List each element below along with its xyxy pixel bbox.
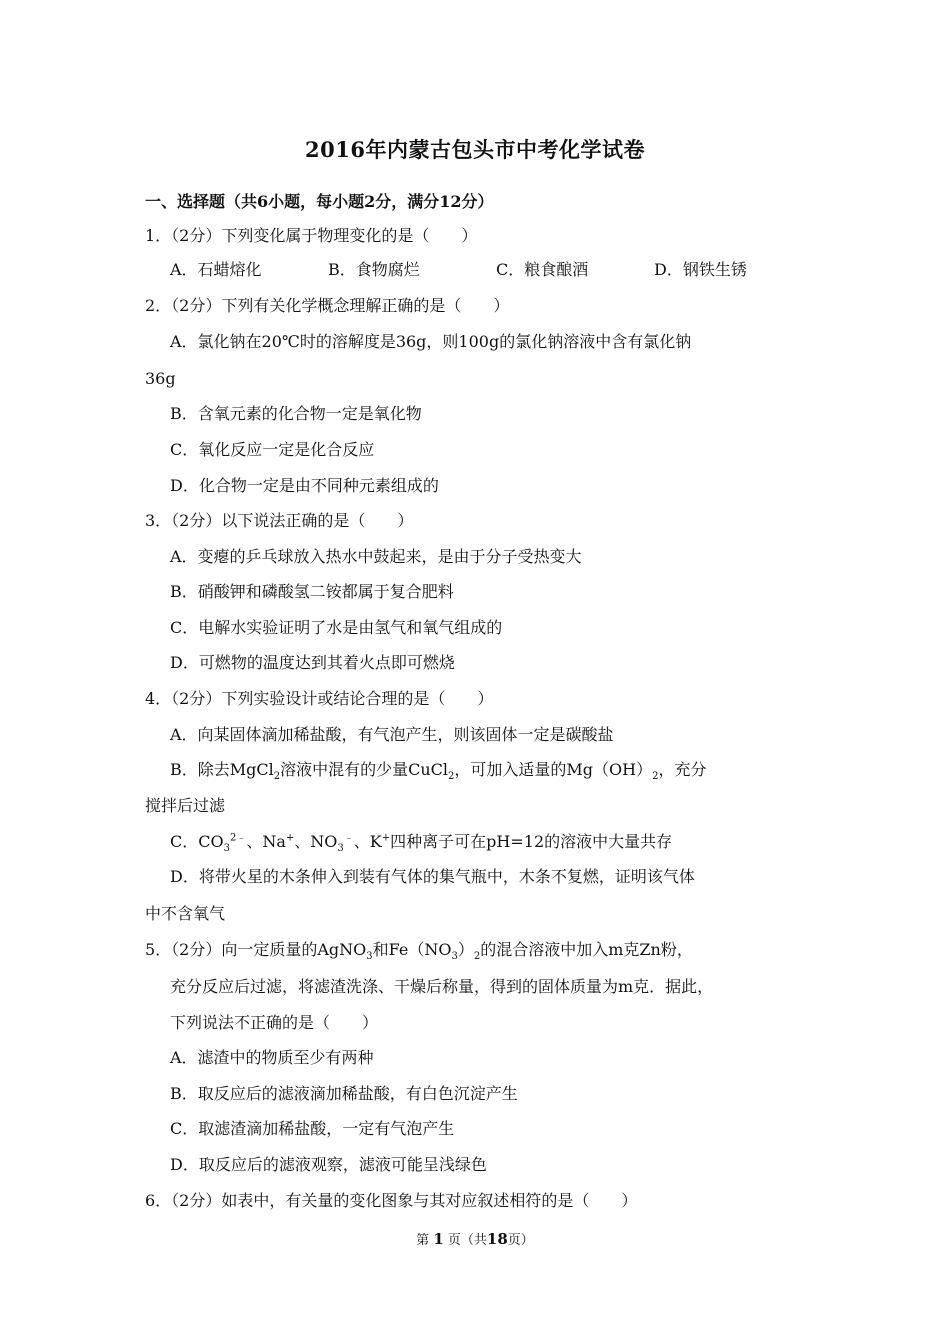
question-1-options [170,260,747,280]
question-2-option-a: A．氯化钠在20℃时的溶解度是36g，则100g的氯化钠溶液中含有氯化钠 [170,332,692,351]
question-1-option-b: B．食物腐烂 [328,260,420,279]
question-2-stem: 2．（2分）下列有关化学概念理解正确的是（ ） [145,296,510,315]
q5-stem-text-4: 的混合溶液中加入m克Zn粉， [480,940,693,959]
question-4-stem: 4．（2分）下列实验设计或结论合理的是（ ） [145,689,494,708]
question-5-option-a: A．滤渣中的物质至少有两种 [170,1048,374,1067]
q4-c-text-4: 、K [353,832,382,851]
q4-b-sub-3: 2 [652,771,659,783]
question-4-option-d-continued: 中不含氧气 [145,904,226,923]
question-3-option-c: C．电解水实验证明了水是由氢气和氧气组成的 [170,618,503,637]
q4-c-text-1: C．CO [170,832,224,851]
question-3-option-b: B．硝酸钾和磷酸氢二铵都属于复合肥料 [170,582,454,601]
section-heading: 一、选择题（共6小题，每小题2分，满分12分） [145,192,494,211]
question-5-option-c: C．取滤渣滴加稀盐酸，一定有气泡产生 [170,1119,455,1138]
question-4-option-d: D．将带火星的木条伸入到装有气体的集气瓶中，木条不复燃，证明该气体 [170,867,695,886]
question-2-option-b: B．含氧元素的化合物一定是氧化物 [170,404,422,423]
question-1-stem: 1．（2分）下列变化属于物理变化的是（ ） [145,226,478,245]
q4-b-sub-2: 2 [448,771,455,783]
footer-total-pages: 18 [486,1230,508,1248]
footer-prefix: 第 [416,1233,430,1248]
footer-suffix: 页） [507,1233,534,1248]
question-6-stem: 6．（2分）如表中，有关量的变化图象与其对应叙述相符的是（ ） [145,1191,638,1210]
question-4-option-c [170,832,673,855]
question-1-option-a: A．石蜡熔化 [170,260,262,279]
q4-b-text-3: ，可加入适量的Mg（OH） [454,760,653,779]
question-1-option-d: D．钢铁生锈 [654,260,747,279]
question-3-stem: 3．（2分）以下说法正确的是（ ） [145,511,414,530]
question-4-option-a: A．向某固体滴加稀盐酸，有气泡产生，则该固体一定是碳酸盐 [170,725,614,744]
page-title: 2016年内蒙古包头市中考化学试卷 [305,137,645,162]
page-footer [0,1229,950,1248]
question-2-option-d: D．化合物一定是由不同种元素组成的 [170,476,439,495]
question-1-option-c: C．粮食酿酒 [496,260,589,279]
q4-c-sup-3: ﹣ [343,832,354,844]
q4-c-sup-4: + [381,832,391,844]
q5-stem-text-3: ） [457,940,474,959]
q5-stem-sub-3: 2 [473,951,481,963]
question-5-stem-line-3: 下列说法不正确的是（ ） [170,1013,379,1032]
question-5-option-b: B．取反应后的滤液滴加稀盐酸，有白色沉淀产生 [170,1084,518,1103]
q4-c-sup-1: 2﹣ [229,832,247,844]
footer-middle: 页（共 [447,1233,487,1248]
q4-c-text-5: 四种离子可在pH=12的溶液中大量共存 [390,832,673,851]
q4-c-sub-2: 3 [337,843,344,855]
q4-b-text-2: 溶液中混有的少量CuCl [280,760,449,779]
q5-stem-text-2: 和Fe（NO [372,940,452,959]
question-3-option-d: D．可燃物的温度达到其着火点即可燃烧 [170,653,455,672]
question-4-option-b-continued: 搅拌后过滤 [145,796,226,815]
question-3-option-a: A．变瘪的乒乓球放入热水中鼓起来，是由于分子受热变大 [170,547,582,566]
q4-b-sub-1: 2 [273,771,281,783]
question-4-option-b [170,760,707,783]
q4-b-text-4: ，充分 [658,760,707,779]
q4-c-sub-1: 3 [223,843,230,855]
q5-stem-sub-2: 3 [451,951,458,963]
q4-c-text-3: 、NO [294,832,338,851]
q5-stem-text-1: 5．（2分）向一定质量的AgNO [145,940,367,959]
q4-c-text-2: 、Na [246,832,286,851]
q4-c-sup-2: + [285,832,295,844]
q4-b-text-1: B．除去MgCl [170,760,274,779]
question-2-option-a-continued: 36g [145,369,176,388]
question-2-option-c: C．氧化反应一定是化合反应 [170,440,375,459]
q5-stem-sub-1: 3 [366,951,373,963]
question-5-option-d: D．取反应后的滤液观察，滤液可能呈浅绿色 [170,1155,487,1174]
footer-page-number: 1 [433,1230,444,1248]
question-5-stem [145,940,693,963]
question-5-stem-line-2: 充分反应后过滤，将滤渣洗涤、干燥后称量，得到的固体质量为m克．据此， [170,977,714,996]
